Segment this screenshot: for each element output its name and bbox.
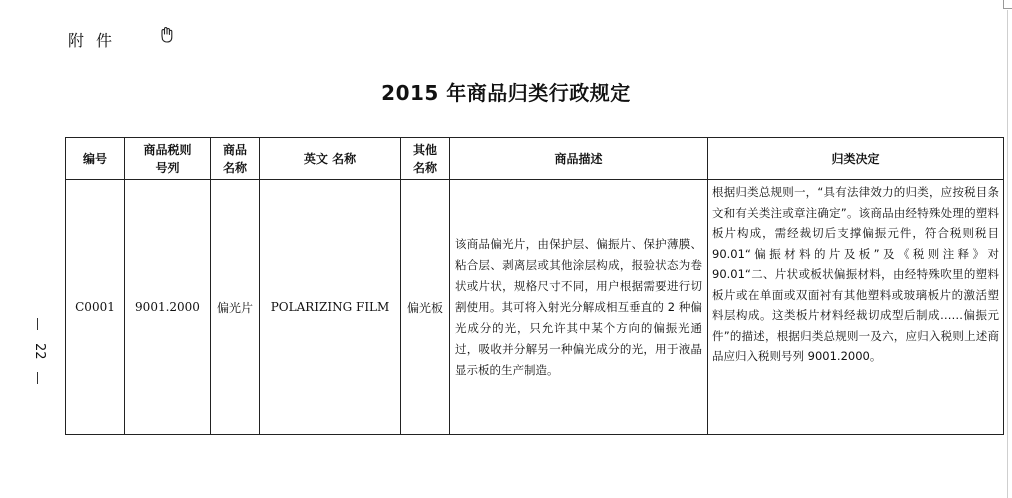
- header-name-line1: 商品: [222, 142, 247, 157]
- cell-decision: 根据归类总规则一，“具有法律效力的归类，应按税目条文和有关类注或章注确定”。该商品由经特殊处理的塑料板片构成，需经裁切后支撑偏振元件，符合税则税目 90.01“偏振材料的片及板”及《税则注释》对 90.01“二、片状或板状偏振材料，由经特殊吹里的塑料板片或在单面或双面衬有其他塑料或玻璃板片的激活塑料层构成。这类板片材料经裁切成型后制成……偏振元件”的描述，根据归类总规则一及六，应归入税则上述商品应归入税则号列 9001.2000。: [708, 180, 1004, 435]
- cell-name: 偏光片: [211, 180, 260, 435]
- header-hs-code-line1: 商品税则: [143, 142, 192, 157]
- attachment-label: 附件: [68, 31, 125, 50]
- page-number-value: 22: [32, 343, 47, 360]
- header-other-name: [401, 138, 450, 180]
- header-hs-code-line2: 号列: [155, 160, 180, 175]
- classification-table: [65, 137, 1004, 435]
- cell-other-name: 偏光板: [401, 180, 450, 435]
- corner-crop-mark: [1003, 0, 1012, 9]
- header-description: 商品描述: [450, 138, 708, 180]
- page-number-dash-bottom: [37, 372, 38, 384]
- header-other-name-line1: 其他: [412, 142, 437, 157]
- header-hs-code: [125, 138, 211, 180]
- document-title: 2015 年商品归类行政规定: [381, 81, 631, 105]
- cell-english-name: POLARIZING FILM: [260, 180, 401, 435]
- header-name-line2: 名称: [222, 160, 247, 175]
- cell-description: 该商品偏光片，由保护层、偏振片、保护薄膜、粘合层、剥离层或其他涂层构成，报验状态为卷状或片状，规格尺寸不同，用户根据需要进行切割使用。其可将入射光分解成相互垂直的 2 种偏光成分的光，只允许其中某个方向的偏振光通过，吸收并分解另一种偏光成分的光，用于液晶显示板的生产制造。: [450, 180, 708, 435]
- header-code: 编号: [66, 138, 125, 180]
- page-edge-mark: [1003, 0, 1012, 498]
- page-number-dash-top: [37, 318, 38, 330]
- header-other-name-line2: 名称: [412, 160, 437, 175]
- table-header-row: [66, 138, 1004, 180]
- cell-hs-code: 9001.2000: [125, 180, 211, 435]
- cell-code: C0001: [66, 180, 125, 435]
- header-decision: 归类决定: [708, 138, 1004, 180]
- page-number: [28, 318, 48, 384]
- header-english-name: 英文 名称: [260, 138, 401, 180]
- table-row: [66, 180, 1004, 435]
- header-name: [211, 138, 260, 180]
- hand-pointer-icon: [158, 26, 176, 44]
